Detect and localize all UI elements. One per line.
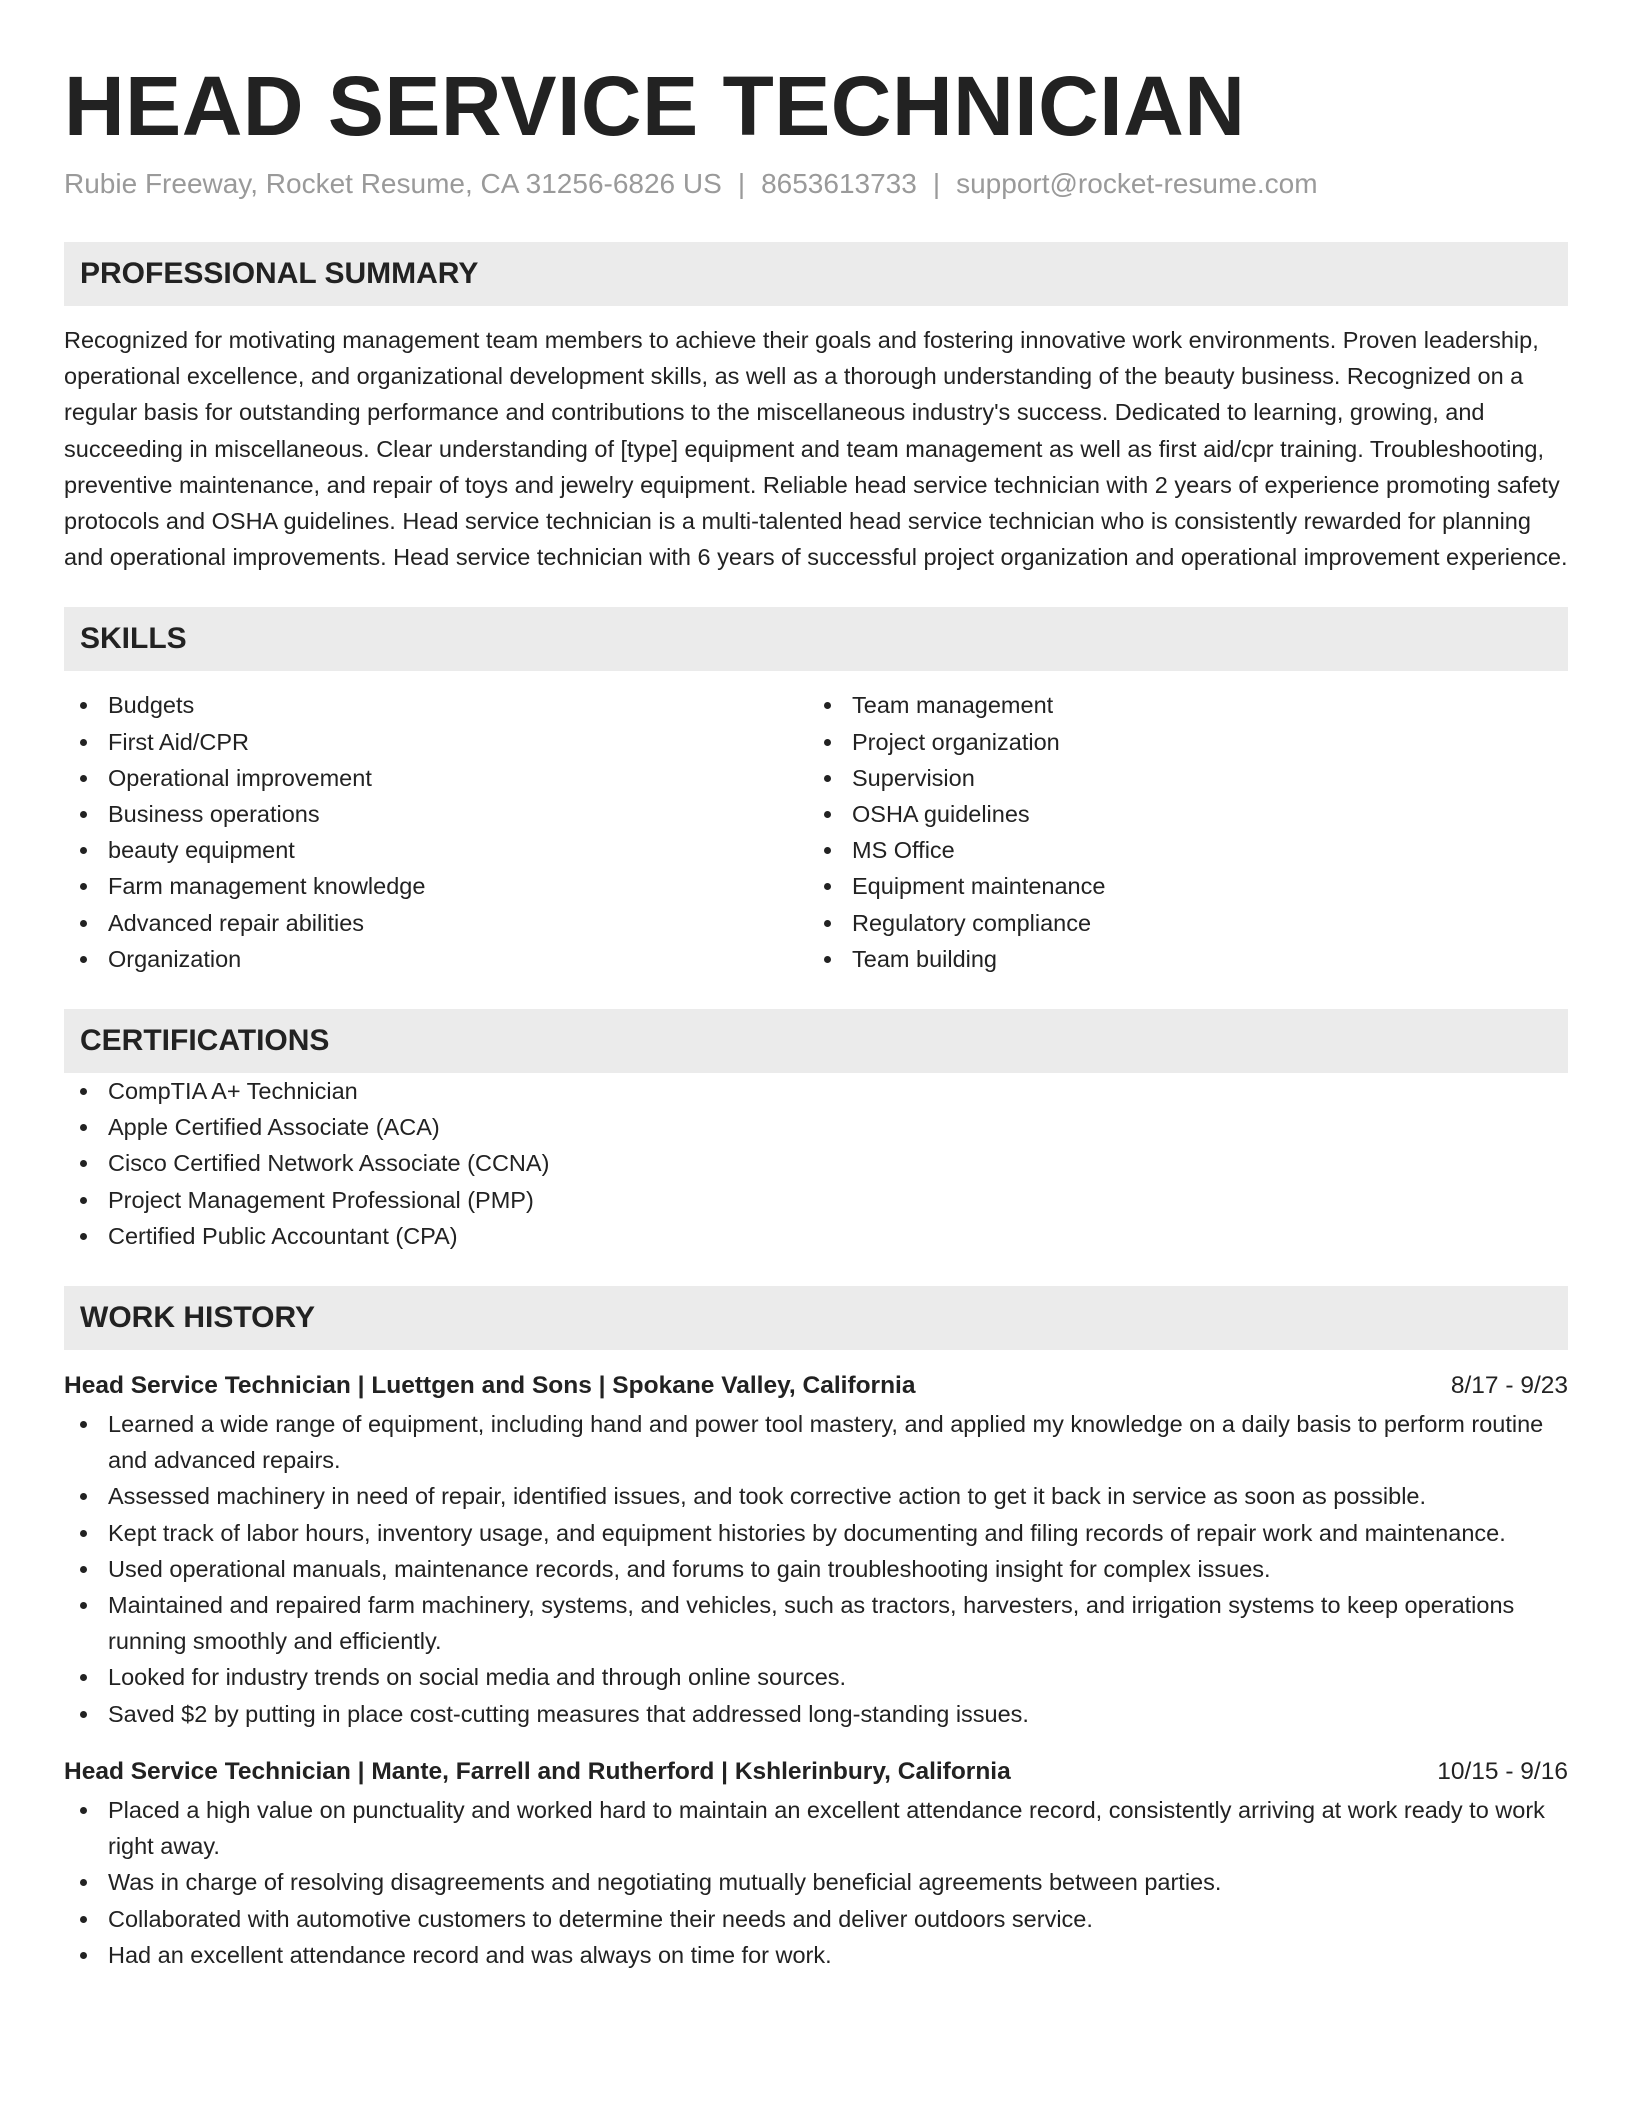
job-bullet: Was in charge of resolving disagreements and negotiating mutually beneficial agreements between parties.: [64, 1864, 1568, 1900]
job-bullet: Used operational manuals, maintenance records, and forums to gain troubleshooting insight for complex issues.: [64, 1551, 1568, 1587]
skill-item: Regulatory compliance: [808, 905, 1560, 941]
skill-item: Team management: [808, 687, 1560, 723]
skill-item: Budgets: [64, 687, 816, 723]
summary-text: Recognized for motivating management team members to achieve their goals and fostering innovative work environments. Proven leadership, operational excellence, and organizational development skills, as well as a thorough understanding of the beauty business. Recognized on a regular basis for outstanding performance and contributions to the miscellaneous industry's success. Dedicated to learning, growing, and succeeding in miscellaneous. Clear understanding of [type] equipment and team management as well as first aid/cpr training. Troubleshooting, preventive maintenance, and repair of toys and jewelry equipment. Reliable head service technician with 2 years of experience promoting safety protocols and OSHA guidelines. Head service technician is a multi-talented head service technician who is consistently rewarded for planning and operational improvements. Head service technician with 6 years of successful project organization and operational improvement experience.: [64, 327, 1568, 571]
job-bullet-list: [64, 1792, 1568, 1973]
contact-address: Rubie Freeway, Rocket Resume, CA 31256-6826 US: [64, 168, 722, 199]
certification-item: Certified Public Accountant (CPA): [64, 1218, 1568, 1254]
skill-item: beauty equipment: [64, 832, 816, 868]
skill-item: Organization: [64, 941, 816, 977]
contact-email: support@rocket-resume.com: [956, 168, 1318, 199]
job-bullet: Saved $2 by putting in place cost-cutting measures that addressed long-standing issues.: [64, 1696, 1568, 1732]
skill-item: Business operations: [64, 796, 816, 832]
job-dates: 10/15 - 9/16: [1437, 1757, 1568, 1785]
job-bullet: Assessed machinery in need of repair, identified issues, and took corrective action to get it back in service as soon as possible.: [64, 1478, 1568, 1514]
section-header-summary: PROFESSIONAL SUMMARY: [64, 242, 1568, 306]
job-bullet: Collaborated with automotive customers to determine their needs and deliver outdoors service.: [64, 1901, 1568, 1937]
contact-line: [64, 164, 1568, 204]
job-entry: [64, 1752, 1568, 1973]
certification-item: Apple Certified Associate (ACA): [64, 1109, 1568, 1145]
section-header-work-history: WORK HISTORY: [64, 1286, 1568, 1350]
skills-column-left: [64, 687, 816, 977]
job-header: [64, 1366, 1568, 1406]
job-bullet: Kept track of labor hours, inventory usage, and equipment histories by documenting and filing records of repair work and maintenance.: [64, 1515, 1568, 1551]
skills-list: [64, 687, 1568, 977]
job-bullet: Looked for industry trends on social media and through online sources.: [64, 1659, 1568, 1695]
certifications-list: [64, 1073, 1568, 1254]
skill-item: Team building: [808, 941, 1560, 977]
skill-item: MS Office: [808, 832, 1560, 868]
skill-item: Equipment maintenance: [808, 868, 1560, 904]
job-bullet: Maintained and repaired farm machinery, systems, and vehicles, such as tractors, harvesters, and irrigation systems to keep operations running smoothly and efficiently.: [64, 1587, 1568, 1659]
contact-separator: |: [932, 168, 941, 199]
skill-item: Farm management knowledge: [64, 868, 816, 904]
skill-item: Advanced repair abilities: [64, 905, 816, 941]
job-entry: [64, 1366, 1568, 1732]
skills-column-right: [808, 687, 1560, 977]
section-header-skills: SKILLS: [64, 607, 1568, 671]
certification-item: Cisco Certified Network Associate (CCNA): [64, 1145, 1568, 1181]
skill-item: Project organization: [808, 724, 1560, 760]
skill-item: Supervision: [808, 760, 1560, 796]
certification-item: Project Management Professional (PMP): [64, 1182, 1568, 1218]
job-heading: Head Service Technician | Mante, Farrell and Rutherford | Kshlerinbury, California: [64, 1757, 1011, 1785]
certification-item: CompTIA A+ Technician: [64, 1073, 1568, 1109]
contact-phone: 8653613733: [761, 168, 917, 199]
contact-separator: |: [737, 168, 746, 199]
job-bullet: Learned a wide range of equipment, including hand and power tool mastery, and applied my knowledge on a daily basis to perform routine and advanced repairs.: [64, 1406, 1568, 1478]
job-bullet-list: [64, 1406, 1568, 1732]
job-bullet: Had an excellent attendance record and was always on time for work.: [64, 1937, 1568, 1973]
resume-title: HEAD SERVICE TECHNICIAN: [64, 59, 1246, 153]
skill-item: Operational improvement: [64, 760, 816, 796]
job-bullet: Placed a high value on punctuality and worked hard to maintain an excellent attendance record, consistently arriving at work ready to work right away.: [64, 1792, 1568, 1864]
skill-item: First Aid/CPR: [64, 724, 816, 760]
skill-item: OSHA guidelines: [808, 796, 1560, 832]
job-heading: Head Service Technician | Luettgen and Sons | Spokane Valley, California: [64, 1372, 916, 1400]
section-header-certifications: CERTIFICATIONS: [64, 1009, 1568, 1073]
job-header: [64, 1752, 1568, 1792]
job-dates: 8/17 - 9/23: [1450, 1372, 1568, 1400]
